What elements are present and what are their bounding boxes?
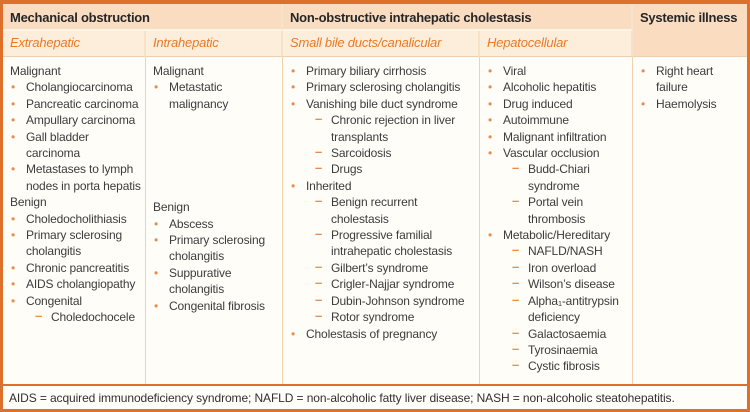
list-item: [283, 227, 476, 260]
list-item: [480, 63, 629, 79]
list-item: [3, 293, 142, 309]
list-item: [480, 145, 629, 161]
bullet-icon: •: [11, 228, 16, 243]
dash-icon: –: [315, 308, 323, 324]
item-text: Malignant: [10, 64, 61, 78]
list-item: [146, 216, 279, 232]
item-text: Haemolysis: [656, 96, 717, 111]
list-item: [3, 63, 142, 79]
bullet-icon: •: [488, 80, 493, 95]
list-item: [633, 96, 744, 112]
subheader-small-bile-ducts: Small bile ducts/canalicular: [283, 31, 480, 57]
item-text: Budd-Chiari syndrome: [528, 162, 590, 193]
item-text: Congenital fibrosis: [169, 298, 265, 313]
list-item: [480, 243, 629, 259]
bullet-icon: •: [11, 129, 16, 144]
list-item: [3, 112, 142, 128]
dash-icon: –: [35, 308, 43, 324]
dash-icon: –: [512, 357, 520, 373]
bullet-icon: •: [641, 64, 646, 78]
list-item: [3, 161, 142, 194]
dash-icon: –: [315, 144, 323, 160]
dash-icon: –: [512, 242, 520, 258]
list-item: [480, 79, 629, 95]
list-item: [3, 227, 142, 260]
list-item: [480, 194, 629, 227]
bullet-icon: •: [154, 233, 159, 248]
dash-icon: –: [512, 324, 520, 340]
column-small-bile-ducts: [283, 57, 480, 384]
list-item: [3, 79, 142, 95]
list-item: [283, 161, 476, 177]
item-text: Progressive familial intrahepatic cholestasis: [331, 228, 453, 259]
column-hepatocellular: [480, 57, 633, 384]
list-item: [480, 358, 629, 374]
subheader-extrahepatic: Extrahepatic: [3, 31, 146, 57]
item-text: Primary biliary cirrhosis: [306, 64, 427, 78]
dash-icon: –: [512, 340, 520, 356]
list-item: [283, 260, 476, 276]
dash-icon: –: [512, 258, 520, 274]
bullet-icon: •: [154, 265, 159, 280]
list-item: [3, 309, 142, 325]
item-text: AIDS cholangiopathy: [26, 277, 136, 292]
item-text: Vanishing bile duct syndrome: [306, 96, 458, 111]
item-text: Viral: [503, 64, 527, 78]
list-item: [3, 276, 142, 292]
dash-icon: –: [315, 160, 323, 176]
item-text: Tyrosinaemia: [528, 342, 598, 357]
item-text: Right heart failure: [656, 64, 714, 95]
list-item: [283, 326, 476, 342]
bullet-icon: •: [11, 162, 16, 177]
group-header-mechanical-obstruction: Mechanical obstruction: [3, 4, 283, 31]
bullet-icon: •: [488, 64, 493, 78]
list-item: [480, 326, 629, 342]
bullet-icon: •: [11, 277, 16, 292]
item-text: Gall bladder carcinoma: [26, 129, 89, 161]
list-item: [480, 129, 629, 145]
item-text: Drug induced: [503, 96, 573, 111]
bullet-icon: •: [291, 80, 296, 95]
item-text: Vascular occlusion: [503, 146, 600, 161]
item-text: Gilbert’s syndrome: [331, 260, 429, 275]
item-text: Benign: [10, 195, 47, 210]
list-item: [633, 63, 744, 96]
dash-icon: –: [512, 193, 520, 209]
dash-icon: –: [315, 226, 323, 242]
item-text: Benign recurrent cholestasis: [331, 195, 418, 226]
bullet-icon: •: [11, 96, 16, 111]
list-item: [283, 194, 476, 227]
item-text: Rotor syndrome: [331, 310, 415, 325]
dash-icon: –: [315, 275, 323, 291]
item-text: Portal vein thrombosis: [528, 195, 586, 226]
bullet-icon: •: [11, 260, 16, 275]
item-text: Iron overload: [528, 260, 597, 275]
bullet-icon: •: [488, 129, 493, 144]
item-text: Malignant infiltration: [503, 129, 607, 144]
item-text: Benign: [153, 200, 190, 215]
bullet-icon: •: [11, 113, 16, 128]
item-text: Choledocholithiasis: [26, 211, 127, 226]
list-item: [480, 276, 629, 292]
item-text: Galactosaemia: [528, 326, 607, 341]
list-item: [146, 298, 279, 314]
bullet-icon: •: [291, 178, 296, 193]
item-text: Inherited: [306, 178, 352, 193]
item-text: NAFLD/NASH: [528, 244, 603, 259]
item-text: Choledochocele: [51, 310, 135, 325]
list-item: [480, 96, 629, 112]
list-item: [283, 293, 476, 309]
list-item: [480, 227, 629, 243]
item-text: Metabolic/Hereditary: [503, 228, 611, 243]
item-text: Alcoholic hepatitis: [503, 80, 597, 95]
list-item: [283, 276, 476, 292]
list-item: [3, 194, 142, 210]
dash-icon: –: [315, 258, 323, 274]
list-item: [283, 145, 476, 161]
bullet-icon: •: [488, 113, 493, 128]
item-text: Drugs: [331, 162, 363, 177]
item-text: Abscess: [169, 216, 214, 231]
list-item: [283, 178, 476, 194]
subheader-hepatocellular: Hepatocellular: [480, 31, 633, 57]
bullet-icon: •: [291, 64, 296, 78]
bullet-icon: •: [641, 96, 646, 111]
subheader-intrahepatic: Intrahepatic: [146, 31, 283, 57]
list-item: [283, 79, 476, 95]
item-text: Chronic rejection in liver transplants: [331, 113, 456, 144]
list-item: [283, 112, 476, 145]
item-text: Wilson’s disease: [528, 277, 615, 292]
bullet-icon: •: [291, 96, 296, 111]
list-item: [3, 211, 142, 227]
bullet-icon: •: [11, 293, 16, 308]
bullet-icon: •: [154, 80, 159, 95]
list-item: [146, 199, 279, 215]
column-extrahepatic: [3, 57, 146, 384]
list-spacer: [146, 112, 279, 199]
list-item: [146, 232, 279, 265]
list-item: [3, 129, 142, 162]
item-text: Chronic pancreatitis: [26, 260, 130, 275]
item-text: Sarcoidosis: [331, 146, 392, 161]
item-text: Congenital: [26, 293, 82, 308]
dash-icon: –: [315, 193, 323, 209]
bullet-icon: •: [154, 298, 159, 313]
list-item: [283, 309, 476, 325]
item-text: Primary sclerosing cholangitis: [169, 233, 265, 264]
item-text: Autoimmune: [503, 113, 569, 128]
column-intrahepatic: [146, 57, 283, 384]
bullet-icon: •: [11, 80, 16, 95]
item-text: Primary sclerosing cholangitis: [306, 80, 461, 95]
dash-icon: –: [315, 111, 323, 127]
list-item: [3, 96, 142, 112]
bullet-icon: •: [488, 228, 493, 243]
list-item: [480, 161, 629, 194]
item-text: Primary sclerosing cholangitis: [26, 228, 122, 259]
list-item: [480, 112, 629, 128]
dash-icon: –: [512, 160, 520, 176]
list-item: [3, 260, 142, 276]
item-text: Metastases to lymph nodes in porta hepatis: [26, 162, 141, 193]
dash-icon: –: [512, 291, 520, 307]
item-text: Cholestasis of pregnancy: [306, 326, 438, 341]
list-item: [480, 260, 629, 276]
list-item: [283, 63, 476, 79]
list-item: [146, 63, 279, 79]
abbreviations-footnote: AIDS = acquired immunodeficiency syndrome; NAFLD = non-alcoholic fatty liver disease; NASH = non-alcoholic steatohepatitis.: [3, 384, 747, 409]
group-header-non-obstructive-cholestasis: Non-obstructive intrahepatic cholestasis: [283, 4, 633, 31]
item-text: Dubin-Johnson syndrome: [331, 293, 465, 308]
bullet-icon: •: [291, 326, 296, 341]
item-text: Malignant: [153, 64, 204, 78]
dash-icon: –: [512, 275, 520, 291]
bullet-icon: •: [488, 146, 493, 161]
list-item: [480, 293, 629, 326]
group-header-systemic-illness: Systemic illness: [633, 4, 747, 57]
item-text: Ampullary carcinoma: [26, 113, 136, 128]
item-text: Alpha₁-antitrypsin deficiency: [528, 293, 619, 325]
bullet-icon: •: [11, 211, 16, 226]
list-item: [480, 342, 629, 358]
list-item: [283, 96, 476, 112]
item-text: Metastatic malignancy: [169, 80, 229, 111]
item-text: Pancreatic carcinoma: [26, 96, 139, 111]
column-systemic-illness: [633, 57, 747, 384]
bullet-icon: •: [154, 216, 159, 231]
item-text: Cholangiocarcinoma: [26, 80, 133, 95]
item-text: Suppurative cholangitis: [169, 265, 232, 297]
item-text: Cystic fibrosis: [528, 359, 600, 374]
dash-icon: –: [315, 291, 323, 307]
list-item: [146, 79, 279, 112]
bullet-icon: •: [488, 96, 493, 111]
item-text: Crigler-Najjar syndrome: [331, 277, 455, 292]
list-item: [146, 265, 279, 298]
